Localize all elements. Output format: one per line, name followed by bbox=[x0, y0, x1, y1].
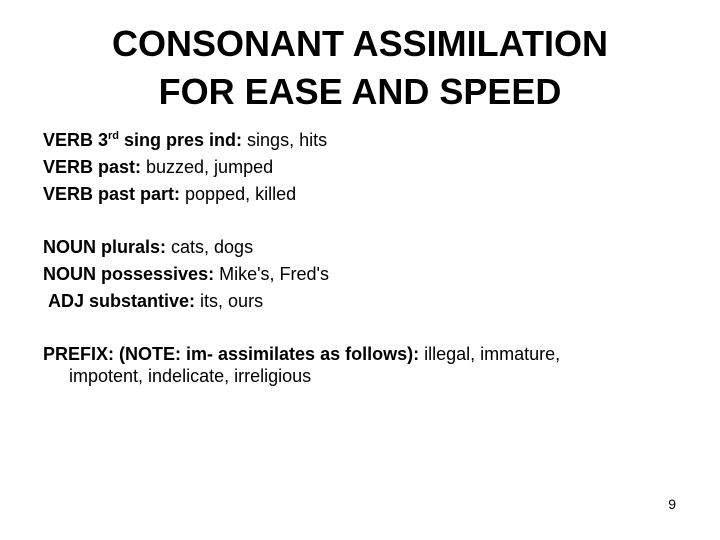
verb-3rd-sing-examples: sings, hits bbox=[242, 130, 328, 150]
slide-title bbox=[0, 20, 720, 116]
verb-past-part-line bbox=[43, 183, 296, 205]
verb-past-part-examples: popped, killed bbox=[180, 184, 297, 204]
noun-possessives-line bbox=[43, 263, 329, 285]
noun-possessives-examples: Mike's, Fred's bbox=[214, 264, 329, 284]
prefix-label: PREFIX: (NOTE: im- assimilates as follows): bbox=[43, 344, 420, 364]
noun-plurals-label: NOUN plurals: bbox=[43, 237, 167, 257]
page-number: 9 bbox=[668, 496, 676, 512]
verb-past-label: VERB past: bbox=[43, 157, 142, 177]
title-line-2: FOR EASE AND SPEED bbox=[158, 71, 562, 112]
noun-plurals-line bbox=[43, 236, 253, 258]
prefix-examples-line-1: illegal, immature, bbox=[419, 344, 561, 364]
verb-past-line bbox=[43, 156, 273, 178]
verb-3rd-sing-line bbox=[43, 129, 327, 151]
verb-3rd-sing-label-a: VERB 3 bbox=[43, 130, 109, 150]
verb-past-part-label: VERB past part: bbox=[43, 184, 181, 204]
adj-substantive-examples: its, ours bbox=[195, 291, 264, 311]
verb-3rd-sing-label bbox=[43, 130, 242, 150]
prefix-line-1 bbox=[43, 343, 560, 365]
prefix-examples-line-2: impotent, indelicate, irreligious bbox=[69, 366, 312, 386]
title-line-1: CONSONANT ASSIMILATION bbox=[112, 23, 608, 64]
verb-3rd-sing-label-b: sing pres ind: bbox=[119, 130, 243, 150]
prefix-line-2 bbox=[69, 365, 311, 387]
noun-possessives-label: NOUN possessives: bbox=[43, 264, 215, 284]
adj-substantive-label: ADJ substantive: bbox=[48, 291, 196, 311]
verb-past-examples: buzzed, jumped bbox=[141, 157, 274, 177]
verb-3rd-sing-superscript: rd bbox=[108, 130, 120, 142]
noun-plurals-examples: cats, dogs bbox=[166, 237, 254, 257]
adj-substantive-line bbox=[48, 290, 263, 312]
